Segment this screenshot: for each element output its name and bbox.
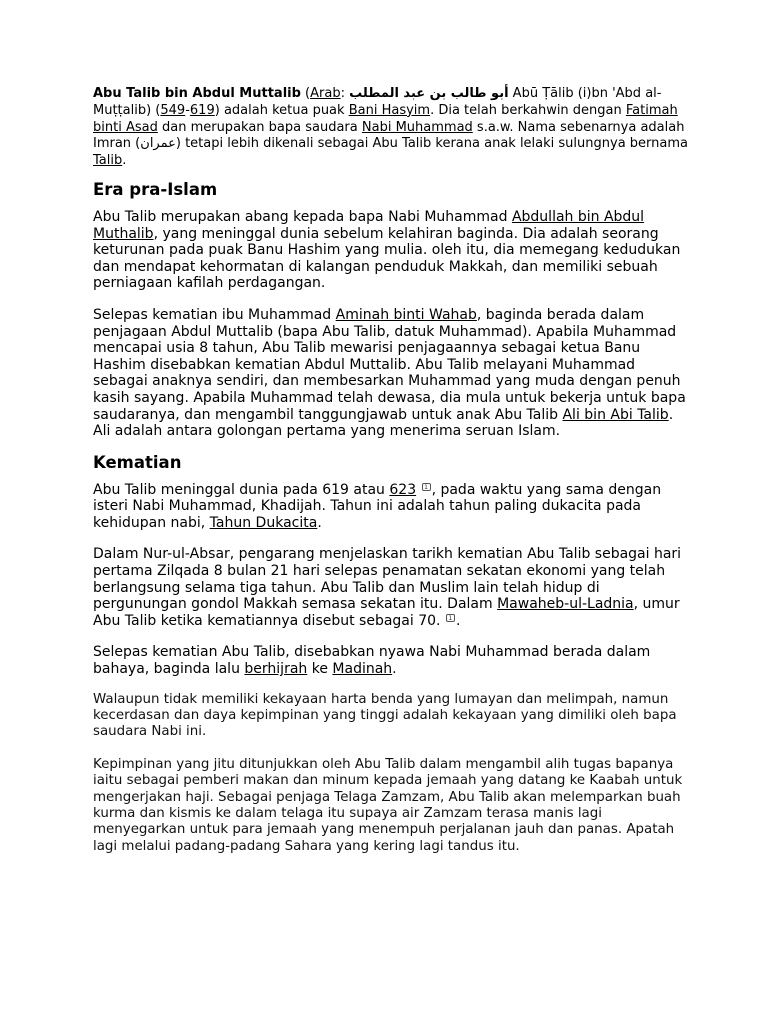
- link-bani-hasyim[interactable]: Bani Hasyim: [348, 102, 431, 118]
- link-fatimah-binti-asad[interactable]: Fatimah binti Asad: [93, 102, 678, 135]
- link-aminah-binti-wahab[interactable]: Aminah binti Wahab: [335, 306, 477, 323]
- link-arab[interactable]: Arab: [310, 86, 341, 101]
- intro-paragraph: Abu Talib bin Abdul Muttalib (Arab: أبو طالب بن عبد المطلب Abū Ṭālib (i)bn 'Abd al-Muṭṭalib) (549-619) adalah ketua puak Bani Hasyim. Dia telah berkahwin dengan Fatimah binti Asad dan merupakan bapa saudara Nabi Muhammad s.a.w. Nama sebenarnya adalah Imran (عمران) tetapi lebih dikenali sebagai Abu Talib kerana anak lelaki sulungnya bernama Talib.: [93, 86, 688, 169]
- reference-icon[interactable]: 1: [446, 614, 455, 622]
- link-nabi-muhammad[interactable]: Nabi Muhammad: [361, 119, 473, 135]
- link-year-549[interactable]: 549: [160, 102, 186, 118]
- paragraph-kematian-3: Selepas kematian Abu Talib, disebabkan nyawa Nabi Muhammad berada dalam bahaya, baginda lalu berhijrah ke Madinah.: [93, 644, 651, 678]
- paragraph-era-1: Abu Talib merupakan abang kepada bapa Nabi Muhammad Abdullah bin Abdul Muthalib, yang meninggal dunia sebelum kelahiran baginda. Dia adalah seorang keturunan pada puak Banu Hashim yang mulia. oleh itu, dia memegang kedudukan dan mendapat kehormatan di kalangan penduduk Makkah, dan memiliki sebuah perniagaan kafilah perdagangan.: [93, 208, 681, 292]
- article-content: [93, 86, 693, 855]
- link-mawaheb-ul-ladnia[interactable]: Mawaheb-ul-Ladnia: [497, 596, 634, 613]
- link-berhijrah[interactable]: berhijrah: [244, 661, 308, 678]
- heading-kematian: Kematian: [93, 452, 182, 472]
- arabic-imran: عمران: [140, 136, 176, 152]
- link-year-619[interactable]: 619: [189, 102, 215, 118]
- link-abdullah-bin-abdul-muthalib[interactable]: Abdullah bin Abdul Muthalib: [93, 208, 645, 242]
- arabic-name: أبو طالب بن عبد المطلب: [349, 86, 509, 101]
- paragraph-kematian-4: Walaupun tidak memiliki kekayaan harta benda yang lumayan dan melimpah, namun kecerdasan dan daya kepimpinan yang tinggi adalah kekayaan yang dimiliki oleh bapa saudara Nabi ini.: [93, 691, 677, 740]
- link-talib[interactable]: Talib: [93, 153, 123, 169]
- link-tahun-dukacita[interactable]: Tahun Dukacita: [209, 514, 318, 531]
- heading-era-pra-islam: Era pra-Islam: [93, 179, 218, 199]
- paragraph-kematian-1: Abu Talib meninggal dunia pada 619 atau 623 1 , pada waktu yang sama dengan isteri Nabi Muhammad, Khadijah. Tahun ini adalah tahun paling dukacita pada kehidupan nabi, Tahun Dukacita.: [93, 481, 662, 531]
- paragraph-kematian-2: Dalam Nur-ul-Absar, pengarang menjelaskan tarikh kematian Abu Talib sebagai hari pertama Zilqada 8 bulan 21 hari selepas penamatan sekatan ekonomi yang telah berlangsung selama tiga tahun. Abu Talib dan Muslim lain telah hidup di pergunungan gondol Makkah semasa sekatan itu. Dalam Mawaheb-ul-Ladnia, umur Abu Talib ketika kematiannya disebut sebagai 70. 1 .: [93, 546, 682, 629]
- reference-icon[interactable]: 1: [422, 483, 431, 491]
- subject-name: Abu Talib bin Abdul Muttalib: [93, 86, 301, 101]
- link-ali-bin-abi-talib[interactable]: Ali bin Abi Talib: [562, 406, 669, 423]
- paragraph-era-2: Selepas kematian ibu Muhammad Aminah binti Wahab, baginda berada dalam penjagaan Abdul Muttalib (bapa Abu Talib, datuk Muhammad). Apabila Muhammad mencapai usia 8 tahun, Abu Talib mewarisi penjagaannya sebagai ketua Banu Hashim disebabkan kematian Abdul Muttalib. Abu Talib melayani Muhammad sebagai anaknya sendiri, dan membesarkan Muhammad yang muda dengan penuh kasih sayang. Apabila Muhammad telah dewasa, dia mula untuk bekerja untuk bapa saudaranya, dan mengambil tanggungjawab untuk anak Abu Talib Ali bin Abi Talib. Ali adalah antara golongan pertama yang menerima seruan Islam.: [93, 306, 686, 440]
- link-623[interactable]: 623: [389, 481, 417, 498]
- link-madinah[interactable]: Madinah: [332, 661, 393, 678]
- paragraph-kematian-5: Kepimpinan yang jitu ditunjukkan oleh Abu Talib dalam mengambil alih tugas bapanya iaitu sebagai pemberi makan dan minum kepada jemaah yang datang ke Kaabah untuk mengerjakan haji. Sebagai penjaga Telaga Zamzam, Abu Talib akan melemparkan buah kurma dan kismis ke dalam telaga itu supaya air Zamzam terasa manis lagi menyegarkan untuk para jemaah yang menempuh perjalanan jauh dan panas. Apatah lagi melalui padang-padang Sahara yang kering lagi tandus itu.: [93, 756, 683, 854]
